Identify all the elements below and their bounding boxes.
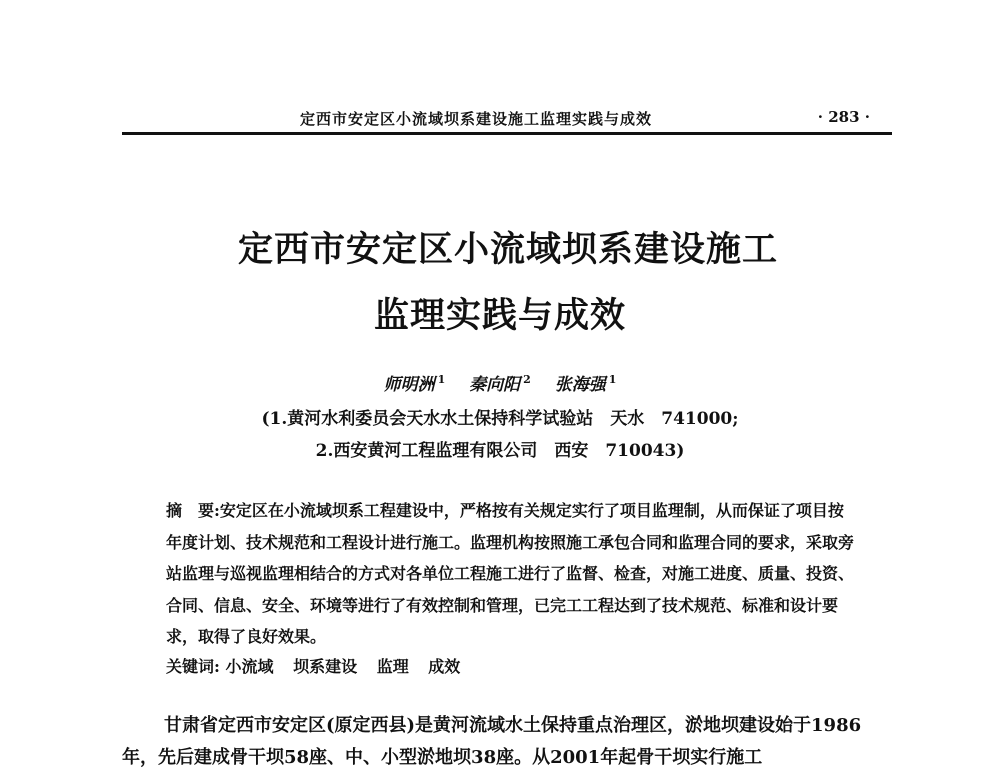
- abstract: [166, 495, 856, 653]
- body-paragraph: 甘肃省定西市安定区(原定西县)是黄河流域水土保持重点治理区，淤地坝建设始于1986年，先后建成骨干坝58座、中、小型淤地坝38座。从2001年起骨干坝实行施工: [122, 715, 862, 768]
- author: [384, 375, 446, 395]
- keyword: 坝系建设: [293, 657, 358, 676]
- abstract-text: 安定区在小流域坝系工程建设中，严格按有关规定实行了项目监理制，从而保证了项目按年度计划、技术规范和工程设计进行施工。监理机构按照施工承包合同和监理合同的要求，采取旁站监理与巡视监理相结合的方式对各单位工程施工进行了监督、检查，对施工进度、质量、投资、合同、信息、安全、环境等进行了有效控制和管理，已完工工程达到了技术规范、标准和设计要求，取得了良好效果。: [166, 501, 855, 646]
- author-name: 秦向阳: [469, 375, 521, 395]
- page-number: · 283 ·: [817, 108, 870, 126]
- author-affiliation-mark: 1: [437, 373, 446, 387]
- affiliation-line-1: (1.黄河水利委员会天水水土保持科学试验站 天水 741000;: [261, 409, 739, 429]
- article-title-line-1: 定西市安定区小流域坝系建设施工: [237, 229, 778, 270]
- author-affiliation-mark: 1: [608, 373, 617, 387]
- author-list: [0, 370, 1000, 395]
- keywords-label: 关键词:: [166, 657, 220, 676]
- author: [555, 375, 617, 395]
- keyword: 监理: [376, 657, 409, 676]
- abstract-label: 摘 要:: [166, 501, 220, 520]
- keyword: 成效: [428, 657, 461, 676]
- running-head: [120, 104, 892, 128]
- author-affiliation-mark: 2: [523, 373, 531, 387]
- author: [469, 375, 531, 395]
- keyword: 小流域: [225, 657, 274, 676]
- running-head-title: 定西市安定区小流域坝系建设施工监理实践与成效: [300, 110, 653, 128]
- article-title-line-2: 监理实践与成效: [373, 295, 626, 336]
- author-name: 师明洲: [383, 375, 435, 395]
- keywords: [166, 654, 856, 677]
- affiliation-line-2: 2.西安黄河工程监理有限公司 西安 710043): [315, 441, 685, 461]
- header-rule: [122, 132, 892, 135]
- author-name: 张海强: [554, 375, 606, 395]
